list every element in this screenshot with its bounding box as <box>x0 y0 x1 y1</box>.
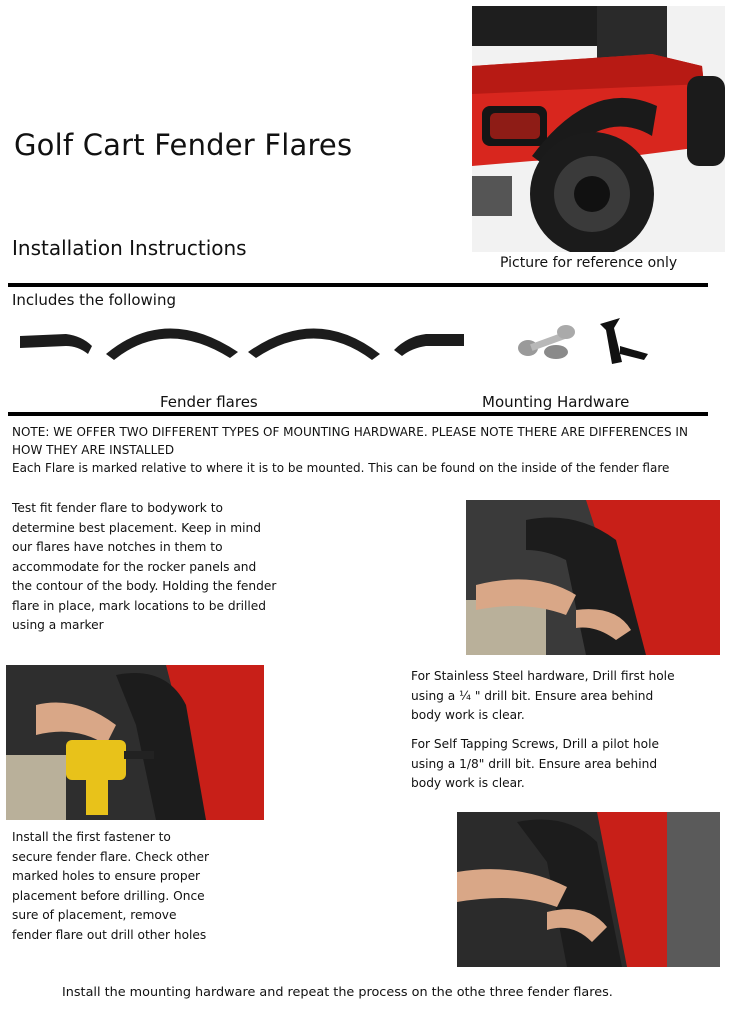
fender-flares-image <box>16 310 471 368</box>
fastener-photo <box>457 812 720 967</box>
picture-caption: Picture for reference only <box>500 255 678 271</box>
includes-heading: Includes the following <box>12 291 177 309</box>
step1-text: Test fit fender flare to bodywork to determine best placement. Keep in mind our flares have notches in them to accommodate for the rocker panels and the contour of the body. Holding the fender flare in place, mark locations to be drilled using a marker <box>12 501 277 632</box>
step3-text: Install the first fastener to secure fender flare. Check other marked holes to ensure proper placement before drilling. Once sure of placement, remove fender flare out drill other holes <box>12 830 209 942</box>
note-line: HOW THEY ARE INSTALLED <box>12 443 175 457</box>
drilling-photo <box>6 665 264 820</box>
marking-photo <box>466 500 720 655</box>
note-line: Each Flare is marked relative to where it is to be mounted. This can be found on the inside of the fender flare <box>12 461 670 475</box>
step2a-text: For Stainless Steel hardware, Drill first hole using a ¼ " drill bit. Ensure area behind body work is clear. <box>411 669 675 722</box>
page-title: Golf Cart Fender Flares <box>14 128 353 162</box>
divider <box>8 283 708 287</box>
step2b-text: For Self Tapping Screws, Drill a pilot hole using a 1/8" drill bit. Ensure area behind body work is clear. <box>411 737 659 790</box>
mounting-hardware-image <box>508 310 658 370</box>
fender-flares-label: Fender flares <box>160 393 258 411</box>
divider <box>8 412 708 416</box>
page-subtitle: Installation Instructions <box>12 236 247 260</box>
note-line: NOTE: WE OFFER TWO DIFFERENT TYPES OF MOUNTING HARDWARE. PLEASE NOTE THERE ARE DIFFERENCES IN <box>12 425 688 439</box>
golf-cart-photo <box>472 6 725 252</box>
mounting-hardware-label: Mounting Hardware <box>482 393 630 411</box>
final-instruction: Install the mounting hardware and repeat the process on the othe three fender flares. <box>62 985 613 1000</box>
note-block <box>12 423 702 477</box>
